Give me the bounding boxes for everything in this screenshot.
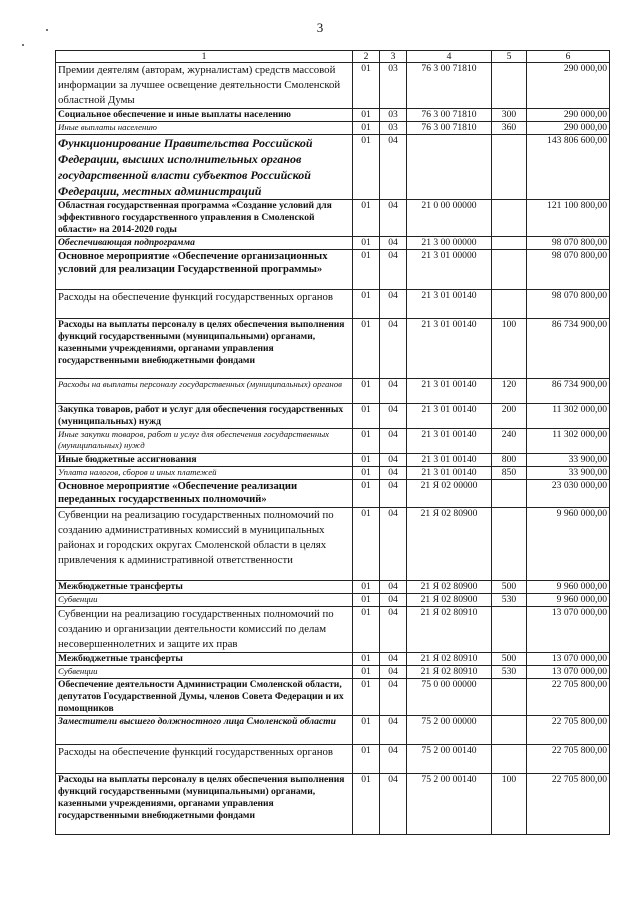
- cell-expense-type: [492, 607, 527, 653]
- scan-speck: [22, 44, 24, 46]
- cell-amount: 22 705 800,00: [527, 679, 610, 716]
- cell-amount: 290 000,00: [527, 122, 610, 135]
- cell-amount: 13 070 000,00: [527, 607, 610, 653]
- cell-target-article: 21 Я 02 80900: [407, 594, 492, 607]
- cell-amount: 11 302 000,00: [527, 404, 610, 429]
- header-cell-amount: 6: [527, 51, 610, 63]
- table-row: [56, 429, 610, 454]
- cell-expense-type: [492, 480, 527, 508]
- cell-expense-type: 100: [492, 774, 527, 835]
- cell-section: 01: [353, 122, 380, 135]
- cell-subsection: 04: [380, 666, 407, 679]
- table-row: [56, 200, 610, 237]
- cell-expense-type: 360: [492, 122, 527, 135]
- cell-target-article: 21 0 00 00000: [407, 200, 492, 237]
- table-row: [56, 109, 610, 122]
- cell-section: 01: [353, 508, 380, 581]
- cell-expense-type: [492, 716, 527, 745]
- cell-expense-type: 800: [492, 454, 527, 467]
- cell-amount: 13 070 000,00: [527, 666, 610, 679]
- cell-subsection: 04: [380, 467, 407, 480]
- cell-target-article: 21 Я 02 00000: [407, 480, 492, 508]
- header-cell-subsection: 3: [380, 51, 407, 63]
- cell-section: 01: [353, 666, 380, 679]
- cell-name: Основное мероприятие «Обеспечение реализации переданных государственных полномочий»: [56, 480, 353, 508]
- cell-name: Уплата налогов, сборов и иных платежей: [56, 467, 353, 480]
- cell-subsection: 04: [380, 774, 407, 835]
- cell-expense-type: 120: [492, 379, 527, 404]
- cell-name: Расходы на выплаты персоналу в целях обеспечения выполнения функций государственными (муниципальными) органами, казенными учреждениями, органами управления государственными внебюджетными фондами: [56, 319, 353, 379]
- cell-section: 01: [353, 379, 380, 404]
- cell-expense-type: [492, 237, 527, 250]
- cell-section: 01: [353, 467, 380, 480]
- cell-subsection: 04: [380, 581, 407, 594]
- cell-subsection: 04: [380, 379, 407, 404]
- table-row: [56, 237, 610, 250]
- cell-target-article: 75 0 00 00000: [407, 679, 492, 716]
- table-row: [56, 716, 610, 745]
- cell-expense-type: 300: [492, 109, 527, 122]
- table-row: [56, 404, 610, 429]
- cell-target-article: 75 2 00 00000: [407, 716, 492, 745]
- cell-amount: 22 705 800,00: [527, 745, 610, 774]
- cell-section: 01: [353, 594, 380, 607]
- cell-target-article: 21 3 00 00000: [407, 237, 492, 250]
- cell-subsection: 04: [380, 508, 407, 581]
- cell-name: Обеспечивающая подпрограмма: [56, 237, 353, 250]
- cell-name: Иные бюджетные ассигнования: [56, 454, 353, 467]
- cell-name: Областная государственная программа «Создание условий для эффективного государственного управления в Смоленской области» на 2014-2020 годы: [56, 200, 353, 237]
- cell-subsection: 04: [380, 290, 407, 319]
- cell-expense-type: [492, 508, 527, 581]
- cell-name: Расходы на выплаты персоналу государственных (муниципальных) органов: [56, 379, 353, 404]
- cell-target-article: 76 3 00 71810: [407, 109, 492, 122]
- cell-target-article: 21 Я 02 80910: [407, 666, 492, 679]
- cell-section: 01: [353, 319, 380, 379]
- cell-amount: 9 960 000,00: [527, 508, 610, 581]
- cell-expense-type: 200: [492, 404, 527, 429]
- cell-name: Обеспечение деятельности Администрации Смоленской области, депутатов Государственной Думы, членов Совета Федерации и их помощников: [56, 679, 353, 716]
- table-row: [56, 250, 610, 290]
- cell-section: 01: [353, 237, 380, 250]
- cell-target-article: 21 Я 02 80910: [407, 653, 492, 666]
- cell-subsection: 04: [380, 594, 407, 607]
- cell-subsection: 04: [380, 679, 407, 716]
- cell-target-article: 75 2 00 00140: [407, 745, 492, 774]
- table-row: [56, 379, 610, 404]
- cell-target-article: 21 Я 02 80900: [407, 508, 492, 581]
- cell-name: Расходы на обеспечение функций государственных органов: [56, 290, 353, 319]
- cell-amount: 33 900,00: [527, 454, 610, 467]
- table-row: [56, 774, 610, 835]
- cell-expense-type: [492, 745, 527, 774]
- cell-section: 01: [353, 250, 380, 290]
- cell-expense-type: [492, 200, 527, 237]
- cell-amount: 290 000,00: [527, 109, 610, 122]
- cell-amount: 290 000,00: [527, 63, 610, 109]
- table-row: [56, 607, 610, 653]
- cell-name: Основное мероприятие «Обеспечение организационных условий для реализации Государственной программы»: [56, 250, 353, 290]
- cell-subsection: 03: [380, 109, 407, 122]
- cell-expense-type: 850: [492, 467, 527, 480]
- table-row: [56, 581, 610, 594]
- cell-amount: 143 806 600,00: [527, 135, 610, 200]
- cell-subsection: 04: [380, 429, 407, 454]
- cell-name: Расходы на обеспечение функций государственных органов: [56, 745, 353, 774]
- table-row: [56, 63, 610, 109]
- cell-target-article: 21 3 01 00140: [407, 454, 492, 467]
- cell-amount: 9 960 000,00: [527, 594, 610, 607]
- cell-name: Субвенции на реализацию государственных полномочий по созданию и организации деятельности комиссий по делам несовершеннолетних и защите их прав: [56, 607, 353, 653]
- cell-subsection: 04: [380, 250, 407, 290]
- cell-section: 01: [353, 290, 380, 319]
- cell-subsection: 03: [380, 63, 407, 109]
- cell-subsection: 04: [380, 653, 407, 666]
- cell-section: 01: [353, 454, 380, 467]
- header-cell-section: 2: [353, 51, 380, 63]
- cell-section: 01: [353, 404, 380, 429]
- cell-target-article: 21 3 01 00000: [407, 250, 492, 290]
- cell-section: 01: [353, 745, 380, 774]
- cell-expense-type: [492, 250, 527, 290]
- cell-name: Расходы на выплаты персоналу в целях обеспечения выполнения функций государственными (муниципальными) органами, казенными учреждениями, органами управления государственными внебюджетными фондами: [56, 774, 353, 835]
- cell-amount: 98 070 800,00: [527, 250, 610, 290]
- cell-section: 01: [353, 63, 380, 109]
- cell-amount: 9 960 000,00: [527, 581, 610, 594]
- cell-section: 01: [353, 429, 380, 454]
- cell-target-article: 21 Я 02 80900: [407, 581, 492, 594]
- cell-name: Субвенции на реализацию государственных полномочий по созданию административных комиссий в муниципальных районах и городских округах Смоленской области в целях привлечения к административной ответственности: [56, 508, 353, 581]
- table-row: [56, 679, 610, 716]
- header-cell-name: 1: [56, 51, 353, 63]
- cell-name: Иные закупки товаров, работ и услуг для обеспечения государственных (муниципальных) нужд: [56, 429, 353, 454]
- table-row: [56, 290, 610, 319]
- cell-amount: 22 705 800,00: [527, 716, 610, 745]
- cell-expense-type: [492, 679, 527, 716]
- cell-section: 01: [353, 109, 380, 122]
- cell-target-article: 21 3 01 00140: [407, 319, 492, 379]
- header-cell-target-article: 4: [407, 51, 492, 63]
- cell-name: Субвенции: [56, 594, 353, 607]
- budget-table: [55, 50, 610, 835]
- cell-subsection: 04: [380, 135, 407, 200]
- table-row: [56, 666, 610, 679]
- table-row: [56, 135, 610, 200]
- cell-amount: 22 705 800,00: [527, 774, 610, 835]
- cell-name: Закупка товаров, работ и услуг для обеспечения государственных (муниципальных) нужд: [56, 404, 353, 429]
- cell-name: Заместители высшего должностного лица Смоленской области: [56, 716, 353, 745]
- table-row: [56, 594, 610, 607]
- cell-expense-type: [492, 63, 527, 109]
- cell-target-article: 75 2 00 00140: [407, 774, 492, 835]
- cell-target-article: 76 3 00 71810: [407, 63, 492, 109]
- cell-amount: 13 070 000,00: [527, 653, 610, 666]
- cell-amount: 98 070 800,00: [527, 237, 610, 250]
- cell-section: 01: [353, 653, 380, 666]
- cell-amount: 33 900,00: [527, 467, 610, 480]
- cell-expense-type: 530: [492, 594, 527, 607]
- cell-amount: 86 734 900,00: [527, 319, 610, 379]
- table-row: [56, 454, 610, 467]
- cell-subsection: 04: [380, 716, 407, 745]
- cell-amount: 23 030 000,00: [527, 480, 610, 508]
- cell-target-article: 76 3 00 71810: [407, 122, 492, 135]
- cell-name: Премии деятелям (авторам, журналистам) средств массовой информации за лучшее освещение деятельности Смоленской областной Думы: [56, 63, 353, 109]
- cell-name: Социальное обеспечение и иные выплаты населению: [56, 109, 353, 122]
- cell-expense-type: 240: [492, 429, 527, 454]
- cell-expense-type: 500: [492, 581, 527, 594]
- cell-name: Субвенции: [56, 666, 353, 679]
- cell-subsection: 03: [380, 122, 407, 135]
- cell-section: 01: [353, 135, 380, 200]
- cell-subsection: 04: [380, 200, 407, 237]
- cell-section: 01: [353, 774, 380, 835]
- header-cell-expense-type: 5: [492, 51, 527, 63]
- cell-name: Функционирование Правительства Российской Федерации, высших исполнительных органов государственной власти субъектов Российской Федерации, местных администраций: [56, 135, 353, 200]
- header-row: [56, 51, 610, 63]
- cell-section: 01: [353, 200, 380, 237]
- page-number: 3: [316, 20, 324, 35]
- cell-target-article: 21 3 01 00140: [407, 379, 492, 404]
- cell-target-article: 21 3 01 00140: [407, 404, 492, 429]
- cell-name: Иные выплаты населению: [56, 122, 353, 135]
- table-row: [56, 508, 610, 581]
- cell-target-article: [407, 135, 492, 200]
- cell-amount: 86 734 900,00: [527, 379, 610, 404]
- cell-subsection: 04: [380, 237, 407, 250]
- cell-section: 01: [353, 581, 380, 594]
- cell-expense-type: 530: [492, 666, 527, 679]
- cell-expense-type: 500: [492, 653, 527, 666]
- cell-target-article: 21 3 01 00140: [407, 290, 492, 319]
- table-row: [56, 480, 610, 508]
- cell-section: 01: [353, 716, 380, 745]
- cell-section: 01: [353, 607, 380, 653]
- cell-subsection: 04: [380, 607, 407, 653]
- cell-subsection: 04: [380, 454, 407, 467]
- cell-amount: 121 100 800,00: [527, 200, 610, 237]
- cell-amount: 11 302 000,00: [527, 429, 610, 454]
- cell-subsection: 04: [380, 745, 407, 774]
- cell-expense-type: [492, 135, 527, 200]
- cell-subsection: 04: [380, 480, 407, 508]
- cell-section: 01: [353, 480, 380, 508]
- cell-amount: 98 070 800,00: [527, 290, 610, 319]
- cell-subsection: 04: [380, 404, 407, 429]
- cell-expense-type: 100: [492, 319, 527, 379]
- table-row: [56, 319, 610, 379]
- scan-speck: [46, 29, 48, 31]
- cell-target-article: 21 3 01 00140: [407, 429, 492, 454]
- cell-section: 01: [353, 679, 380, 716]
- table-row: [56, 467, 610, 480]
- cell-expense-type: [492, 290, 527, 319]
- cell-target-article: 21 3 01 00140: [407, 467, 492, 480]
- table-row: [56, 653, 610, 666]
- cell-name: Межбюджетные трансферты: [56, 581, 353, 594]
- table-row: [56, 745, 610, 774]
- cell-target-article: 21 Я 02 80910: [407, 607, 492, 653]
- cell-subsection: 04: [380, 319, 407, 379]
- table-row: [56, 122, 610, 135]
- cell-name: Межбюджетные трансферты: [56, 653, 353, 666]
